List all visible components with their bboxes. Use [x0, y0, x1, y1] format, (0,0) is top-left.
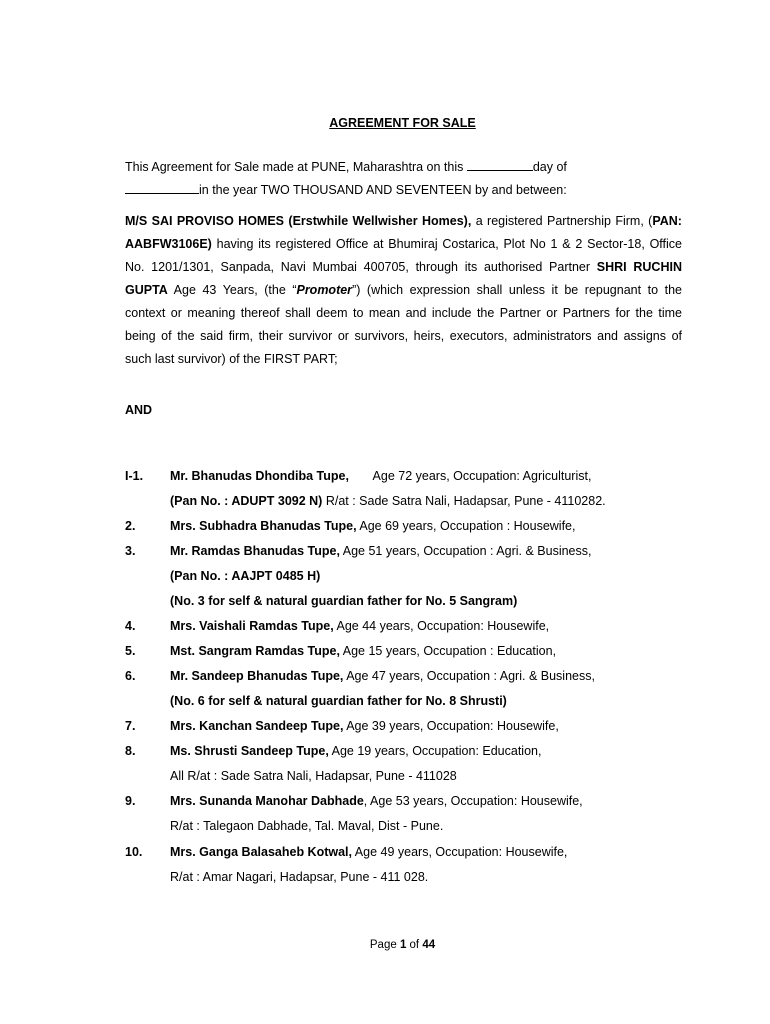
party-row	[0, 544, 770, 562]
party-row	[0, 594, 770, 612]
promoter-term: Promoter	[296, 283, 353, 297]
party-number: 6.	[125, 669, 136, 683]
party-info: Age 15 years, Occupation : Education,	[339, 644, 557, 658]
party-info: Age 19 years, Occupation: Education,	[328, 744, 542, 758]
party-name: (No. 3 for self & natural guardian father for No. 5 Sangram)	[170, 594, 518, 608]
party-row	[0, 569, 770, 587]
party-name: Mst. Sangram Ramdas Tupe,	[170, 644, 340, 658]
party-row	[0, 794, 770, 812]
party-info: Age 49 years, Occupation: Housewife,	[352, 845, 568, 859]
party-name: Mrs. Sunanda Manohar Dabhade	[170, 794, 364, 808]
party-row	[0, 619, 770, 637]
party-details	[170, 769, 457, 783]
intro-text-3: in the year TWO THOUSAND AND SEVENTEEN by and between:	[199, 183, 567, 197]
first-party-text-4: ”) (which expression shall unless it be repugnant to the context or meaning thereof shall deem to mean and include the Partner or Partners for the time being of the said firm, their survivor or survivors, heirs, executors, administrators and assigns of such last survivor) of the FIRST PART;	[125, 283, 682, 366]
party-name: Mrs. Subhadra Bhanudas Tupe,	[170, 519, 357, 533]
party-row	[0, 519, 770, 537]
party-details	[170, 845, 567, 859]
party-name: Mr. Sandeep Bhanudas Tupe,	[170, 669, 344, 683]
party-info: Age 47 years, Occupation : Agri. & Business,	[343, 669, 595, 683]
party-name: Mrs. Kanchan Sandeep Tupe,	[170, 719, 344, 733]
first-party-paragraph	[125, 210, 682, 371]
first-party-text-2: having its registered Office at Bhumiraj Costarica, Plot No 1 & 2 Sector-18, Office No. 1201/1301, Sanpada, Navi Mumbai 400705, through its authorised Partner	[125, 237, 682, 274]
total-pages: 44	[422, 939, 436, 951]
first-party-text-1: a registered Partnership Firm, (	[471, 214, 653, 228]
footer-prefix: Page	[369, 939, 400, 951]
party-info: , Age 53 years, Occupation: Housewife,	[363, 794, 583, 808]
party-name: Mrs. Ganga Balasaheb Kotwal,	[170, 845, 352, 859]
party-name: (Pan No. : AAJPT 0485 H)	[170, 569, 321, 583]
party-name: Mr. Bhanudas Dhondiba Tupe,	[170, 469, 349, 483]
party-row	[0, 469, 770, 487]
party-row	[0, 644, 770, 662]
party-name: Ms. Shrusti Sandeep Tupe,	[170, 744, 329, 758]
intro-paragraph	[125, 156, 682, 202]
party-info: Age 39 years, Occupation: Housewife,	[343, 719, 559, 733]
party-row	[0, 744, 770, 762]
party-details	[170, 819, 443, 833]
party-row	[0, 819, 770, 837]
party-row	[0, 669, 770, 687]
party-row	[0, 870, 770, 888]
first-party-text-3: Age 43 Years, (the “	[167, 283, 297, 297]
party-row	[0, 845, 770, 863]
party-details	[170, 794, 583, 808]
party-info: Age 51 years, Occupation : Agri. & Business,	[339, 544, 592, 558]
party-details	[170, 494, 606, 508]
party-info: Age 44 years, Occupation: Housewife,	[333, 619, 550, 633]
party-details	[170, 569, 320, 583]
party-details	[170, 594, 517, 608]
party-name: (No. 6 for self & natural guardian father for No. 8 Shrusti)	[170, 694, 507, 708]
party-row	[0, 494, 770, 512]
party-number: I-1.	[125, 469, 144, 483]
party-number: 10.	[125, 845, 143, 859]
party-number: 5.	[125, 644, 136, 658]
party-info: Age 69 years, Occupation : Housewife,	[356, 519, 576, 533]
party-details	[170, 870, 428, 884]
intro-text-2: day of	[532, 160, 567, 174]
page-footer	[0, 939, 770, 951]
current-page: 1	[399, 939, 407, 951]
intro-text-1: This Agreement for Sale made at PUNE, Maharashtra on this	[125, 160, 464, 174]
party-info: R/at : Talegaon Dabhade, Tal. Maval, Dist - Pune.	[170, 819, 444, 833]
party-row	[0, 769, 770, 787]
party-number: 9.	[125, 794, 136, 808]
party-details	[170, 544, 591, 558]
party-info: R/at : Sade Satra Nali, Hadapsar, Pune - 4110282.	[322, 494, 606, 508]
party-details	[170, 669, 595, 683]
month-blank	[125, 181, 199, 194]
party-name: Mrs. Vaishali Ramdas Tupe,	[170, 619, 334, 633]
party-row	[0, 719, 770, 737]
party-row	[0, 694, 770, 712]
footer-middle: of	[406, 939, 423, 951]
party-info: Age 72 years, Occupation: Agriculturist,	[348, 469, 592, 483]
party-name: Mr. Ramdas Bhanudas Tupe,	[170, 544, 340, 558]
firm-name: M/S SAI PROVISO HOMES (Erstwhile Wellwisher Homes),	[125, 214, 472, 228]
party-number: 7.	[125, 719, 136, 733]
party-number: 8.	[125, 744, 136, 758]
partner-name: SHRI RUCHIN GUPTA	[125, 260, 682, 297]
party-details	[170, 619, 549, 633]
and-label: AND	[125, 403, 153, 417]
party-number: 4.	[125, 619, 136, 633]
party-details	[170, 644, 556, 658]
party-details	[170, 519, 575, 533]
firm-pan: PAN: AABFW3106E)	[125, 214, 682, 251]
document-title: AGREEMENT FOR SALE	[329, 116, 476, 130]
party-info: R/at : Amar Nagari, Hadapsar, Pune - 411 028.	[170, 870, 429, 884]
party-details	[170, 744, 541, 758]
party-number: 3.	[125, 544, 136, 558]
party-number: 2.	[125, 519, 136, 533]
party-details	[170, 694, 507, 708]
day-blank	[467, 158, 533, 171]
party-details	[170, 469, 591, 483]
party-info: All R/at : Sade Satra Nali, Hadapsar, Pune - 411028	[170, 769, 457, 783]
party-name: (Pan No. : ADUPT 3092 N)	[170, 494, 323, 508]
party-details	[170, 719, 559, 733]
